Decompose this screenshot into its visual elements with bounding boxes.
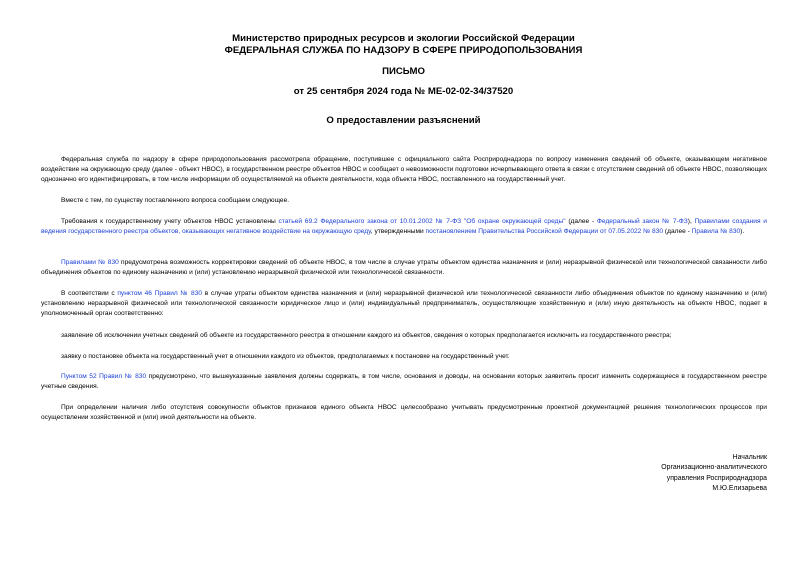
link-government-decree-830[interactable]: постановлением Правительства Российской Федерации от 07.05.2022 № 830 (425, 228, 664, 236)
signature-name: М.Ю.Елизарьева (712, 484, 767, 492)
paragraph-3-text-6: ). (740, 228, 745, 236)
paragraph-3-text-5: (далее - (663, 228, 692, 236)
link-law-7fz-article[interactable]: статьей 69.2 Федерального закона от 10.01.2002 № 7-ФЗ "Об охране окружающей среды" (278, 218, 566, 225)
paragraph-6-text: заявление об исключении учетных сведений об объекте из государственного реестра в отношении каждого из объектов, сведения о которых предполагается исключить из государственного реестра; (61, 332, 672, 339)
ministry-title: Министерство природных ресурсов и экологии Российской Федерации (232, 33, 575, 44)
paragraph-5-text-2: в случае утраты объектом единства назначения и (или) неразрывной физической или технологической связанности либо объединения объектов по единому назначению и (или) установлению неразрывной физической или технологической связанности юридическое лицо и (или) индивидуальный предприниматель, осуществляющие хозяйственную и (или) иную деятельность на объекте НВОС, подает в уполномоченный орган соответственно: (41, 290, 767, 318)
paragraph-8 (41, 372, 767, 392)
paragraph-7 (41, 352, 767, 362)
paragraph-9 (41, 403, 767, 423)
paragraph-2 (41, 196, 767, 206)
paragraph-1-text: Федеральная служба по надзору в сфере природопользования рассмотрела обращение, поступившее с официального сайта Росприроднадзора по вопросу изменения сведений об объекте, оказывающем негативное воздействие на окружающую среду (далее - объект НВОС), в государственном реестре объектов НВОС и сообщает о невозможности подготовки исчерпывающего ответа в связи с отсутствием сведений об объекте НВОС, позволяющих однозначно его идентифицировать, в том числе информации об осуществляемой на объекте деятельности, кода объекта НВОС, поставленного на государственный учет. (41, 156, 767, 184)
link-rules-830-item-52[interactable]: Пунктом 52 Правил № 830 (61, 373, 147, 380)
signature-department: Организационно-аналитического (661, 464, 767, 472)
paragraph-3-text-3: ), (687, 218, 695, 225)
link-rules-830[interactable]: Правила № 830 (691, 228, 741, 236)
link-rules-830-p4[interactable]: Правилами № 830 (61, 259, 119, 266)
service-title: ФЕДЕРАЛЬНАЯ СЛУЖБА ПО НАДЗОРУ В СФЕРЕ ПРИРОДОПОЛЬЗОВАНИЯ (224, 45, 583, 56)
paragraph-5 (41, 289, 767, 320)
paragraph-8-text: предусмотрено, что вышеуказанные заявления должны содержать, в том числе, основания и доводы, на основании которых заявитель просит изменить содержащиеся в государственном реестре учетные сведения. (41, 373, 767, 391)
paragraph-3 (41, 217, 767, 237)
paragraph-3-text-1: Требования к государственному учету объектов НВОС установлены (61, 218, 279, 225)
link-law-7fz[interactable]: Федеральный закон № 7-ФЗ (596, 218, 688, 225)
doc-type: ПИСЬМО (382, 66, 425, 77)
link-registry-rules[interactable]: Правилами создания и ведения государственного реестра объектов, оказывающих негативное воздействие на окружающую среду (41, 218, 767, 236)
paragraph-3-text-4: , утвержденными (370, 228, 426, 236)
doc-subject: О предоставлении разъяснений (326, 115, 481, 126)
doc-date-number: от 25 сентября 2024 года № МЕ-02-02-34/37520 (293, 86, 514, 97)
paragraph-5-text-1: В соответствии с (61, 290, 118, 297)
paragraph-6 (41, 331, 767, 341)
signature-organization: управления Росприроднадзора (666, 474, 767, 482)
signature-position: Начальник (732, 454, 767, 461)
paragraph-4-text: предусмотрена возможность корректировки сведений об объекте НВОС, в том числе в случае утраты объектом единства назначения и (или) неразрывной физической или технологической связанности либо объединения объектов по единому назначению и (или) установлению неразрывной физической или технологической связанности. (41, 259, 767, 277)
paragraph-2-text: Вместе с тем, по существу поставленного вопроса сообщаем следующее. (61, 197, 290, 204)
paragraph-1 (41, 155, 767, 186)
paragraph-3-text-2: (далее - (565, 218, 597, 225)
paragraph-4 (41, 258, 767, 278)
link-rules-830-item-46[interactable]: пунктом 46 Правил № 830 (117, 290, 203, 297)
paragraph-7-text: заявку о постановке объекта на государственный учет в отношении каждого из объектов, предполагаемых к постановке на государственный учет. (61, 353, 510, 360)
signature-block (661, 453, 767, 494)
paragraph-9-text: При определении наличия либо отсутствия совокупности объектов признаков единого объекта НВОС целесообразно учитывать предусмотренные проектной документацией решения технологических процессов при осуществлении хозяйственной и (или) иной деятельности на объекте. (41, 404, 767, 422)
